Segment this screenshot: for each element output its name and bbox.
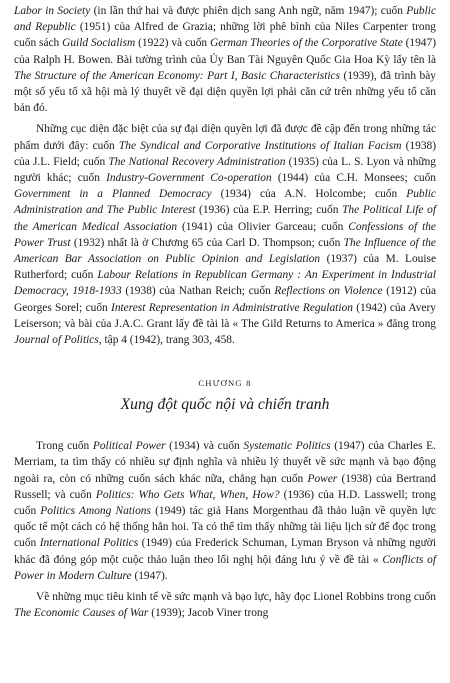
book-title: Labor in Society	[14, 5, 91, 17]
book-title: The National Recovery Administration	[108, 155, 286, 168]
text-run: (1934) và cuốn	[165, 440, 244, 453]
text-run: (1949) của Frederick Schuman, Lyman Bryson và những người khác đã đóng góp một cuộc thảo luận theo lối nghị hội đáng lưu ý về đề tài «	[14, 537, 436, 566]
book-title: Public and Republic	[14, 5, 436, 34]
text-run: (1941) của Olivier Garceau; cuốn	[177, 220, 349, 233]
book-title: Conflicts of Power in Modern Culture	[14, 553, 437, 582]
text-run: (1912) của Georges Sorel; cuốn	[14, 285, 437, 314]
paragraph	[14, 438, 436, 584]
text-run: , tập 4 (1942), trang 303, 458.	[98, 334, 235, 347]
chapter-label: CHƯƠNG 8	[198, 378, 252, 389]
text-run: Về những mục tiêu kinh tế về sức mạnh và bạo lực, hãy đọc Lionel Robbins trong cuốn	[36, 591, 436, 604]
text-run: (1951) của Alfred de Grazia; những lời phê bình của Niles Carpenter trong cuốn sách	[14, 21, 436, 50]
text-run: (1939); Jacob Viner trong	[148, 607, 269, 620]
bottom-section	[14, 438, 436, 621]
book-title: Power	[307, 472, 338, 485]
book-title: Guild Socialism	[62, 37, 136, 50]
text-run: (1936) của E.P. Herring; cuốn	[195, 204, 343, 217]
paragraph	[14, 589, 436, 621]
book-title: German Theories of the Corporative State	[209, 37, 403, 50]
text-run: (in lần thứ hai và được phiên dịch sang Anh ngữ, năm 1947); cuốn	[90, 5, 407, 17]
book-title: Government in a Planned Democracy	[14, 188, 212, 201]
text-run: Những cục diện đặc biệt của sự đại diện quyền lợi đã được đề cập đến trong những tác phẩm dưới đây: cuốn	[14, 123, 436, 152]
book-title: Labour Relations in Republican Germany : An Experiment in Industrial Democracy, 1918-1933	[14, 269, 436, 298]
paragraph	[14, 3, 436, 116]
text-run: (1947) của Ralph H. Bowen. Bài tường trình của Ủy Ban Tài Nguyên Quốc Gia Hoa Kỳ lấy tên là	[14, 37, 436, 66]
text-run: (1938) của Bertrand Russell; và cuốn	[14, 472, 436, 501]
book-title: Politics: Who Gets What, When, How?	[95, 488, 280, 501]
book-title: The Structure of the American Economy: Part I, Basic Characteristics	[14, 69, 341, 82]
text-run: (1936) của H.D. Lasswell; trong cuốn	[14, 488, 436, 518]
text-run: (1938) của Nathan Reich; cuốn	[121, 285, 275, 298]
book-title: Public Administration and The Public Interest	[14, 188, 436, 217]
text-run: (1935) của L. S. Lyon và những người khác; cuốn	[14, 155, 436, 185]
text-run: (1947).	[131, 569, 168, 582]
book-title: The Syndical and Corporative Institutions of Italian Facism	[118, 139, 402, 152]
text-run: Trong cuốn	[36, 440, 93, 453]
text-run: (1939), đã trình bày một số yếu tố xã hội mà lý thuyết về đại diện quyền lợi phải căn cứ trên những yếu tố căn bản đó.	[14, 69, 436, 115]
book-title: The Influence of the American Bar Association on Public Opinion and Legislation	[14, 236, 436, 266]
text-run: (1949) tác giả Hans Morgenthau đã thảo luận về quyền lực quốc tế một cách có hệ thống hẳn hoi. Ta có thể tìm thấy những tài liệu lịch sử để đọc trong cuốn	[14, 505, 436, 550]
chapter-title: Xung đột quốc nội và chiến tranh	[120, 396, 330, 414]
book-title: Systematic Politics	[243, 440, 331, 453]
text-run: (1947) của Charles E. Merriam, ta tìm thấy có nhiều sự định nghĩa và nhiều lý thuyết về sức mạnh và bạo động ngoài ra, còn có những cuốn sách khác nữa, chẳng hạn cuốn	[14, 440, 436, 485]
book-title: Confessions of the Power Trust	[14, 220, 436, 249]
text-run: (1937) của M. Louise Rutherford; cuốn	[14, 253, 437, 282]
book-title: Interest Representation in Administrative Regulation	[111, 301, 353, 314]
book-title: Industry-Government Co-operation	[106, 172, 272, 185]
paragraph	[14, 121, 436, 348]
book-title: International Politics	[39, 537, 139, 550]
book-title: Politics Among Nations	[40, 505, 151, 518]
book-title: The Political Life of the American Medical Association	[14, 204, 437, 233]
top-section	[14, 3, 436, 348]
text-run: (1938) của J.L. Field; cuốn	[14, 139, 437, 168]
book-title: Journal of Politics	[14, 334, 99, 347]
text-run: (1944) của C.H. Monsees; cuốn	[271, 172, 436, 185]
text-run: (1942) của Avery Leiserson; và bài của J.A.C. Grant lấy đề tài là « The Gild Returns to America » đăng trong	[14, 301, 436, 330]
text-run: (1922) và cuốn	[135, 37, 210, 50]
text-run: (1934) của A.N. Holcombe; cuốn	[211, 188, 407, 201]
text-run: (1932) nhất là ở Chương 65 của Carl D. Thompson; cuốn	[70, 236, 344, 249]
book-title: Reflections on Violence	[274, 285, 383, 298]
book-title: Political Power	[92, 440, 166, 453]
book-title: The Economic Causes of War	[14, 607, 149, 620]
